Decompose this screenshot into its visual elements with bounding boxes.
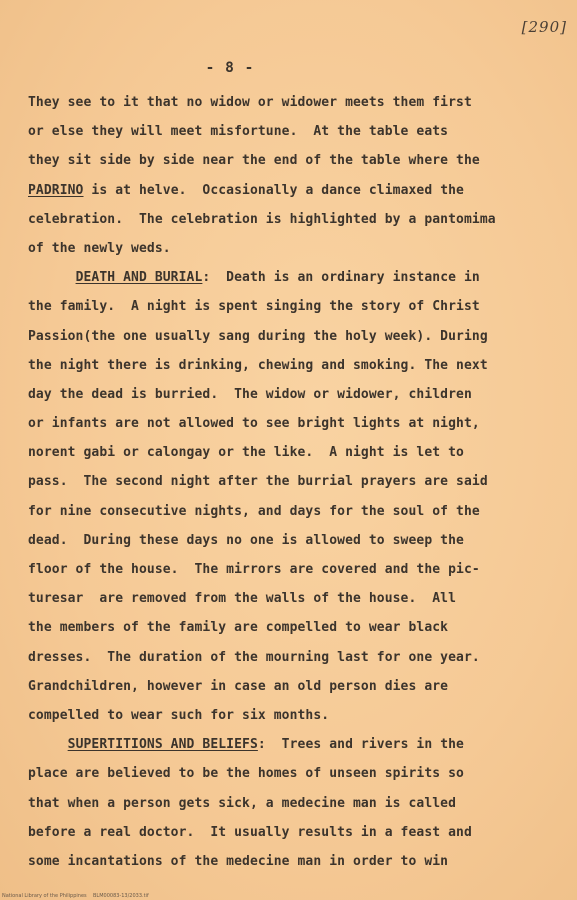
handwritten-page-note: [290] — [521, 18, 567, 36]
text-segment: of the newly weds. — [28, 240, 171, 256]
text-line — [28, 467, 548, 496]
text-line — [28, 526, 548, 555]
text-line — [28, 789, 548, 818]
text-segment: before a real doctor. It usually results in a feast and — [28, 824, 472, 840]
text-segment: pass. The second night after the burrial prayers are said — [28, 474, 488, 490]
text-line — [28, 847, 548, 876]
text-segment: Grandchildren, however in case an old person dies are — [28, 678, 449, 694]
underlined-heading: SUPERTITIONS AND BELIEFS — [67, 737, 258, 753]
text-line — [28, 701, 548, 730]
text-segment: place are believed to be the homes of unseen spirits so — [28, 766, 464, 782]
text-line — [28, 117, 548, 146]
text-segment: They see to it that no widow or widower meets them first — [28, 95, 472, 110]
text-line — [28, 351, 548, 380]
page-number: - 8 - — [205, 60, 255, 76]
text-segment: turesar are removed from the walls of the house. All — [28, 591, 457, 607]
text-segment — [28, 270, 76, 285]
text-line — [28, 205, 548, 234]
text-segment: for nine consecutive nights, and days for the soul of the — [28, 503, 480, 519]
text-segment: : Trees and rivers in the — [257, 737, 464, 753]
text-segment — [28, 737, 68, 752]
text-segment: day the dead is burried. The widow or widower, children — [28, 386, 472, 402]
text-line — [28, 146, 548, 175]
text-segment: celebration. The celebration is highlighted by a pantomima — [28, 211, 496, 227]
text-segment: Passion(the one usually sang during the holy week). During — [28, 328, 488, 344]
text-segment: they sit side by side near the end of the table where the — [28, 153, 480, 169]
text-line — [28, 759, 548, 788]
text-line — [28, 497, 548, 526]
text-segment: dresses. The duration of the mourning last for one year. — [28, 649, 480, 665]
text-segment: : Death is an ordinary instance in — [202, 270, 480, 286]
text-segment: the family. A night is spent singing the story of Christ — [28, 299, 480, 315]
text-segment: or else they will meet misfortune. At the table eats — [28, 124, 449, 140]
text-segment: compelled to wear such for six months. — [28, 707, 330, 723]
text-line — [28, 818, 548, 847]
text-line — [28, 234, 548, 263]
archive-footer-caption: National Library of the Philippines BLM00083-13/2033.tif — [2, 893, 149, 899]
text-segment: is at helve. Occasionally a dance climaxed the — [83, 182, 464, 198]
text-segment: the members of the family are compelled to wear black — [28, 620, 449, 636]
text-line — [28, 613, 548, 642]
text-line — [28, 555, 548, 584]
text-line — [28, 176, 548, 205]
text-line — [28, 730, 548, 759]
underlined-heading: DEATH AND BURIAL — [75, 270, 203, 286]
text-segment: or infants are not allowed to see bright lights at night, — [28, 416, 480, 432]
text-line — [28, 438, 548, 467]
underlined-heading: PADRINO — [28, 182, 84, 198]
text-line — [28, 584, 548, 613]
text-segment: that when a person gets sick, a medecine man is called — [28, 795, 457, 811]
text-line — [28, 643, 548, 672]
text-line — [28, 88, 548, 117]
text-segment: some incantations of the medecine man in order to win — [28, 853, 449, 869]
typed-body-text — [28, 88, 548, 876]
text-line — [28, 322, 548, 351]
text-line — [28, 672, 548, 701]
text-segment: dead. During these days no one is allowed to sweep the — [28, 532, 464, 548]
text-line — [28, 292, 548, 321]
text-segment: norent gabi or calongay or the like. A night is let to — [28, 445, 464, 461]
text-line — [28, 380, 548, 409]
text-segment: floor of the house. The mirrors are covered and the pic- — [28, 562, 480, 577]
text-line — [28, 263, 548, 292]
text-segment: the night there is drinking, chewing and smoking. The next — [28, 357, 488, 373]
text-line — [28, 409, 548, 438]
